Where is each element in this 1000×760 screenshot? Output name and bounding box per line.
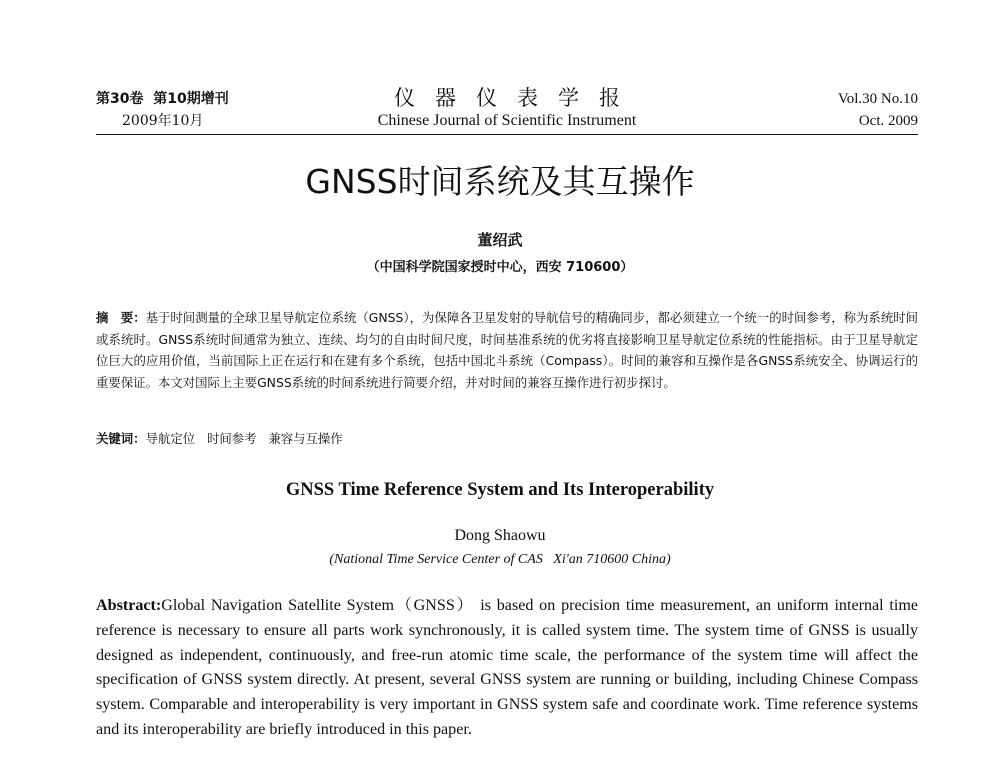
header-left — [96, 88, 316, 132]
header-right — [718, 88, 918, 132]
header-rule — [96, 134, 918, 135]
keywords-cn-text: 导航定位 时间参考 兼容与互操作 — [145, 431, 343, 446]
abstract-en-label: Abstract: — [96, 597, 162, 614]
journal-name-en: Chinese Journal of Scientific Instrument — [377, 112, 637, 129]
header-center — [326, 88, 688, 132]
journal-header — [96, 88, 918, 140]
abstract-cn-label: 摘 要： — [96, 310, 146, 325]
volume-issue-cn: 第30卷 第10期增刊 — [96, 91, 229, 107]
abstract-cn — [96, 307, 918, 393]
keywords-cn-label: 关键词： — [96, 431, 146, 446]
issue-date-cn: 2009年10月 — [122, 113, 204, 129]
author-cn: 董绍武 — [477, 231, 523, 249]
issue-date-en: Oct. 2009 — [858, 113, 918, 129]
abstract-en — [96, 594, 918, 743]
affiliation-cn: （中国科学院国家授时中心，西安 710600） — [366, 260, 634, 275]
journal-name-cn: 仪器仪表学报 — [394, 86, 640, 110]
author-en: Dong Shaowu — [454, 527, 546, 544]
paper-title-cn: GNSS时间系统及其互操作 — [305, 162, 695, 201]
abstract-cn-text: 基于时间测量的全球卫星导航定位系统（GNSS），为保障各卫星发射的导航信号的精确同步，都必须建立一个统一的时间参考，称为系统时间或系统时。GNSS系统时间通常为独立、连续、均匀的自由时间尺度，时间基准系统的优劣将直接影响卫星导航定位系统的性能指标。由于卫星导航定位巨大的应用价值，当前国际上正在运行和在建有多个系统，包括中国北斗系统（Compass）。时间的兼容和互操作是各GNSS系统安全、协调运行的重要保证。本文对国际上主要GNSS系统的时间系统进行简要介绍，并对时间的兼容互操作进行初步探讨。 — [96, 310, 919, 390]
keywords-cn — [96, 428, 918, 449]
paper-title-en: GNSS Time Reference System and Its Interoperability — [285, 480, 715, 500]
abstract-en-text: Global Navigation Satellite System（GNSS） is based on precision time measurement, an uniform internal time reference is necessary to ensure all parts work synchronously, it is called system time. The system time of GNSS is usually designed as independent, continuously, and free-run atomic time scale, the performance of the system time will affect the specification of GNSS system directly. At present, several GNSS system are running or building, including Chinese Compass system. Comparable and interoperability is very important in GNSS system safe and coordinate work. Time reference systems and its interoperability are briefly introduced in this paper. — [96, 597, 918, 738]
affiliation-en: (National Time Service Center of CAS Xi'an 710600 China) — [329, 552, 671, 567]
volume-issue-en: Vol.30 No.10 — [837, 91, 918, 107]
